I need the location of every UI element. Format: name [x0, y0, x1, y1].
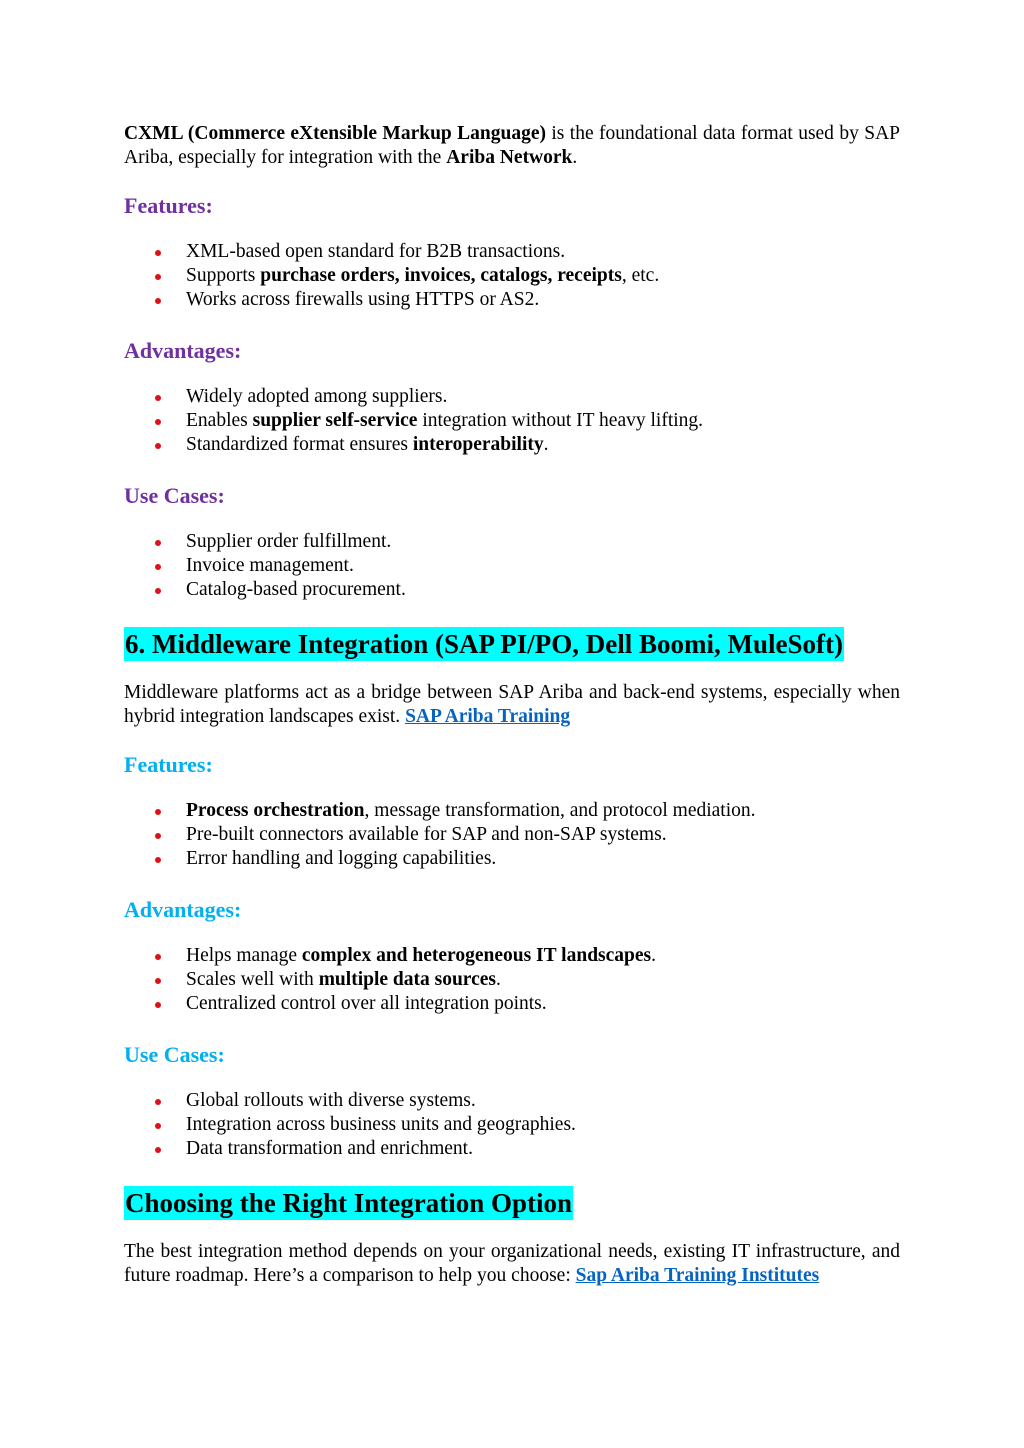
list-item — [124, 847, 900, 871]
list-item-text: Supplier order fulfillment. — [186, 531, 392, 552]
list-item — [124, 264, 900, 288]
cxml-intro-bold-term: CXML (Commerce eXtensible Markup Language) — [124, 123, 546, 144]
list-item — [124, 240, 900, 264]
cxml-use-cases-heading: Use Cases: — [124, 483, 225, 508]
list-item-text-end: . — [496, 969, 501, 990]
list-item — [124, 968, 900, 992]
list-item-text-end: , etc. — [621, 265, 660, 286]
list-item — [124, 823, 900, 847]
bullet-icon — [155, 1147, 161, 1153]
list-item-text: XML-based open standard for B2B transactions. — [186, 241, 566, 262]
list-item-text: Scales well with — [186, 969, 319, 990]
bullet-icon — [155, 298, 161, 304]
choosing-section-title: Choosing the Right Integration Option — [125, 1188, 573, 1218]
sap-ariba-training-link[interactable]: SAP Ariba Training — [405, 706, 571, 727]
sap-ariba-training-institutes-link[interactable]: Sap Ariba Training Institutes — [575, 1265, 820, 1286]
bullet-icon — [155, 443, 161, 449]
bullet-icon — [155, 857, 161, 863]
list-item-text: Standardized format ensures — [186, 434, 413, 455]
list-item — [124, 1137, 900, 1161]
list-item-bold: purchase orders, invoices, catalogs, receipts — [260, 265, 622, 286]
list-item-text-end: . — [543, 434, 549, 455]
middleware-use-cases-heading: Use Cases: — [124, 1042, 225, 1067]
middleware-section-title: 6. Middleware Integration (SAP PI/PO, Dell Boomi, MuleSoft) — [125, 629, 843, 659]
list-item — [124, 530, 900, 554]
list-item — [124, 799, 900, 823]
list-item — [124, 433, 900, 457]
cxml-advantages-list — [124, 385, 900, 457]
list-item-text: Widely adopted among suppliers. — [186, 386, 448, 407]
choosing-intro-paragraph — [124, 1240, 900, 1288]
middleware-advantages-list — [124, 944, 900, 1016]
bullet-icon — [155, 809, 161, 815]
list-item-bold: Process orchestration — [186, 800, 365, 821]
list-item — [124, 554, 900, 578]
bullet-icon — [155, 1123, 161, 1129]
bullet-icon — [155, 395, 161, 401]
cxml-intro-text: is the foundational data format used by SAP Ariba, especially for integration with the — [124, 123, 900, 168]
list-item-text-end: integration without IT heavy lifting. — [417, 410, 704, 431]
cxml-features-heading: Features: — [124, 193, 213, 218]
list-item-text: Pre-built connectors available for SAP and non-SAP systems. — [186, 824, 667, 845]
list-item-text-end: . — [651, 945, 656, 966]
cxml-intro-ariba-network: Ariba Network — [446, 147, 573, 168]
cxml-intro-end: . — [572, 147, 578, 168]
list-item-text: Centralized control over all integration points. — [186, 993, 547, 1014]
list-item-bold: multiple data sources — [318, 969, 496, 990]
list-item-bold: interoperability — [412, 434, 544, 455]
bullet-icon — [155, 588, 161, 594]
list-item — [124, 288, 900, 312]
list-item-bold: supplier self-service — [252, 410, 418, 431]
list-item-bold: complex and heterogeneous IT landscapes — [301, 945, 652, 966]
list-item — [124, 385, 900, 409]
list-item — [124, 409, 900, 433]
middleware-advantages-heading: Advantages: — [124, 897, 242, 922]
document-page — [124, 122, 900, 1288]
bullet-icon — [155, 274, 161, 280]
middleware-features-list — [124, 799, 900, 871]
bullet-icon — [155, 564, 161, 570]
list-item-text: Global rollouts with diverse systems. — [186, 1090, 476, 1111]
middleware-intro-paragraph — [124, 681, 900, 729]
middleware-intro-text: Middleware platforms act as a bridge between SAP Ariba and back-end systems, especially when hybrid integration landscapes exist. — [124, 682, 900, 727]
bullet-icon — [155, 954, 161, 960]
list-item — [124, 1089, 900, 1113]
bullet-icon — [155, 1099, 161, 1105]
cxml-advantages-heading: Advantages: — [124, 338, 242, 363]
list-item — [124, 992, 900, 1016]
list-item-text: Data transformation and enrichment. — [186, 1138, 473, 1159]
list-item-text-end: , message transformation, and protocol mediation. — [364, 800, 756, 821]
list-item-text: Error handling and logging capabilities. — [186, 848, 497, 869]
list-item — [124, 1113, 900, 1137]
list-item-text: Enables — [186, 410, 253, 431]
list-item — [124, 578, 900, 602]
list-item — [124, 944, 900, 968]
middleware-use-cases-list — [124, 1089, 900, 1161]
bullet-icon — [155, 978, 161, 984]
bullet-icon — [155, 540, 161, 546]
list-item-text: Catalog-based procurement. — [186, 579, 406, 600]
cxml-intro-paragraph — [124, 122, 900, 170]
list-item-text: Works across firewalls using HTTPS or AS2. — [186, 289, 540, 310]
cxml-use-cases-list — [124, 530, 900, 602]
bullet-icon — [155, 1002, 161, 1008]
list-item-text: Supports — [186, 265, 261, 286]
list-item-text: Integration across business units and geographies. — [186, 1114, 576, 1135]
bullet-icon — [155, 833, 161, 839]
bullet-icon — [155, 250, 161, 256]
cxml-features-list — [124, 240, 900, 312]
middleware-features-heading: Features: — [124, 752, 213, 777]
list-item-text: Helps manage — [186, 945, 302, 966]
list-item-text: Invoice management. — [186, 555, 354, 576]
choosing-intro-text: The best integration method depends on your organizational needs, existing IT infrastructure, and future roadmap. Here’s a comparison to help you choose: — [124, 1241, 900, 1286]
bullet-icon — [155, 419, 161, 425]
